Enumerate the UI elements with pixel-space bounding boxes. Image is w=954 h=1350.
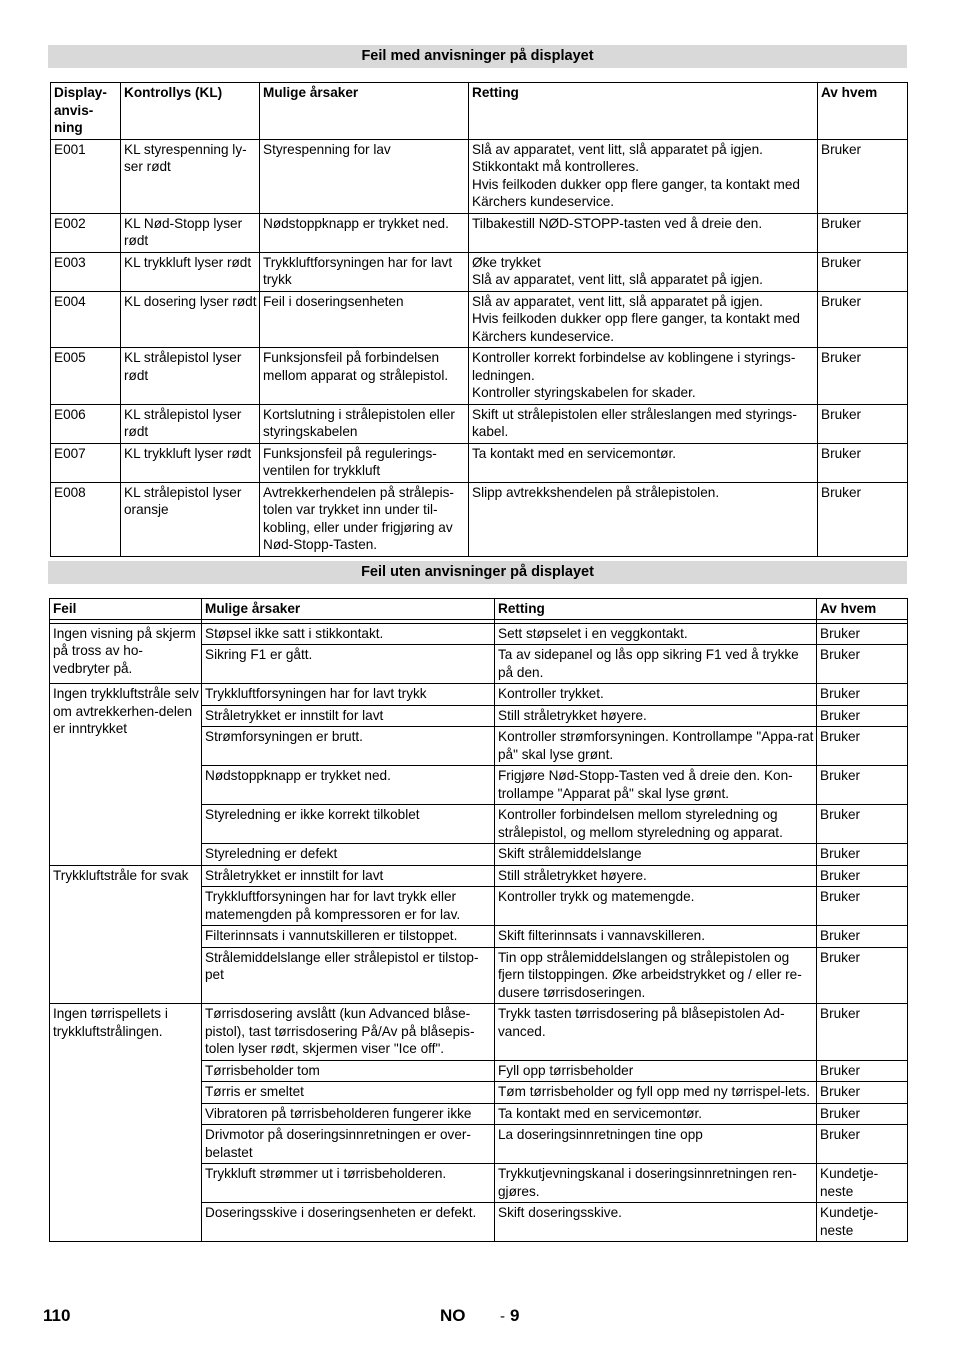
table-header-row bbox=[50, 599, 908, 620]
possible-cause: Drivmotor på doseringsinnretningen er over-belastet bbox=[202, 1125, 495, 1164]
fault-description: Ingen visning på skjerm på tross av ho-vedbryter på. bbox=[50, 623, 202, 684]
header-by-whom: Av hvem bbox=[818, 83, 908, 140]
remedy: Kontroller trykk og matemengde. bbox=[495, 887, 817, 926]
remedy: Ta av sidepanel og lås opp sikring F1 ved å trykke på den. bbox=[495, 645, 817, 684]
table-row bbox=[50, 684, 908, 706]
possible-cause: Sikring F1 er gått. bbox=[202, 645, 495, 684]
by-whom: Bruker bbox=[818, 139, 908, 213]
by-whom: Bruker bbox=[817, 844, 908, 866]
by-whom: Bruker bbox=[817, 865, 908, 887]
remedy: Skift strålemiddelslange bbox=[495, 844, 817, 866]
remedy: Slå av apparatet, vent litt, slå apparatet på igjen. Hvis feilkoden dukker opp flere ganger, ta kontakt med Kärchers kundeservice. bbox=[469, 291, 818, 348]
possible-cause: Trykkluftforsyningen har for lavt trykk bbox=[202, 684, 495, 706]
by-whom: Bruker bbox=[817, 1082, 908, 1104]
error-code: E007 bbox=[51, 443, 121, 482]
indicator-lamp: KL trykkluft lyser rødt bbox=[121, 443, 260, 482]
by-whom: Bruker bbox=[817, 645, 908, 684]
remedy: Tin opp strålemiddelslangen og strålepistolen og fjern tilstoppingen. Øke arbeidstrykket og / eller re-dusere tørrisdoseringen. bbox=[495, 947, 817, 1004]
indicator-lamp: KL styrespenning ly- ser rødt bbox=[121, 139, 260, 213]
language-code: NO bbox=[440, 1306, 466, 1325]
by-whom: Bruker bbox=[817, 1103, 908, 1125]
by-whom: Bruker bbox=[818, 291, 908, 348]
table-row bbox=[50, 1004, 908, 1061]
error-code: E008 bbox=[51, 482, 121, 556]
possible-cause: Trykkluftforsyningen har for lavt trykk bbox=[260, 252, 469, 291]
remedy: Skift ut strålepistolen eller stråleslangen med styrings-kabel. bbox=[469, 404, 818, 443]
error-code: E001 bbox=[51, 139, 121, 213]
possible-cause: Funksjonsfeil på forbindelsen mellom apparat og strålepistol. bbox=[260, 348, 469, 405]
remedy: Skift doseringsskive. bbox=[495, 1203, 817, 1242]
indicator-lamp: KL strålepistol lyser oransje bbox=[121, 482, 260, 556]
table-row bbox=[51, 443, 908, 482]
by-whom: Bruker bbox=[817, 1125, 908, 1164]
indicator-lamp: KL Nød-Stopp lyser rødt bbox=[121, 213, 260, 252]
remedy: Tøm tørrisbeholder og fyll opp med ny tørrispel-lets. bbox=[495, 1082, 817, 1104]
remedy: Slå av apparatet, vent litt, slå apparatet på igjen. Stikkontakt må kontrolleres. Hvis feilkoden dukker opp flere ganger, ta kontakt med Kärchers kundeservice. bbox=[469, 139, 818, 213]
indicator-lamp: KL strålepistol lyser rødt bbox=[121, 348, 260, 405]
display-fault-table bbox=[50, 82, 908, 557]
sub-page-number: 9 bbox=[510, 1306, 520, 1325]
fault-description: Ingen trykkluftstråle selv om avtrekkerhen-delen er inntrykket bbox=[50, 684, 202, 866]
possible-cause: Funksjonsfeil på regulerings-ventilen for trykkluft bbox=[260, 443, 469, 482]
page-separator: - bbox=[500, 1308, 505, 1325]
table-row bbox=[51, 139, 908, 213]
table-row bbox=[50, 865, 908, 887]
table-row bbox=[50, 623, 908, 645]
possible-cause: Tørrisbeholder tom bbox=[202, 1060, 495, 1082]
by-whom: Bruker bbox=[817, 623, 908, 645]
possible-cause: Strålemiddelslange eller strålepistol er tilstop-pet bbox=[202, 947, 495, 1004]
possible-cause: Kortslutning i strålepistolen eller styringskabelen bbox=[260, 404, 469, 443]
by-whom: Bruker bbox=[817, 684, 908, 706]
remedy: Slipp avtrekkshendelen på strålepistolen. bbox=[469, 482, 818, 556]
error-code: E002 bbox=[51, 213, 121, 252]
possible-cause: Stråletrykket er innstilt for lavt bbox=[202, 865, 495, 887]
remedy: Sett støpselet i en veggkontakt. bbox=[495, 623, 817, 645]
header-by-whom: Av hvem bbox=[817, 599, 908, 620]
table-row bbox=[51, 291, 908, 348]
possible-cause: Styreledning er ikke korrekt tilkoblet bbox=[202, 805, 495, 844]
header-fault: Feil bbox=[50, 599, 202, 620]
possible-cause: Trykkluft strømmer ut i tørrisbeholderen. bbox=[202, 1164, 495, 1203]
indicator-lamp: KL strålepistol lyser rødt bbox=[121, 404, 260, 443]
fault-description: Ingen tørrispellets i trykkluftstrålingen. bbox=[50, 1004, 202, 1242]
header-display: Display- anvis- ning bbox=[51, 83, 121, 140]
table-row bbox=[51, 252, 908, 291]
header-remedy: Retting bbox=[469, 83, 818, 140]
header-remedy: Retting bbox=[495, 599, 817, 620]
by-whom: Bruker bbox=[817, 805, 908, 844]
possible-cause: Tørris er smeltet bbox=[202, 1082, 495, 1104]
remedy: Still stråletrykket høyere. bbox=[495, 865, 817, 887]
possible-cause: Feil i doseringsenheten bbox=[260, 291, 469, 348]
remedy: Kontroller korrekt forbindelse av koblingene i styrings-ledningen. Kontroller styringskabelen for skader. bbox=[469, 348, 818, 405]
header-causes: Mulige årsaker bbox=[202, 599, 495, 620]
remedy: Kontroller forbindelsen mellom styreledning og strålepistol, og mellom styreledning og apparat. bbox=[495, 805, 817, 844]
remedy: Tilbakestill NØD-STOPP-tasten ved å dreie den. bbox=[469, 213, 818, 252]
possible-cause: Filterinnsats i vannutskilleren er tilstoppet. bbox=[202, 926, 495, 948]
by-whom: Bruker bbox=[818, 443, 908, 482]
possible-cause: Styreledning er defekt bbox=[202, 844, 495, 866]
error-code: E005 bbox=[51, 348, 121, 405]
possible-cause: Vibratoren på tørrisbeholderen fungerer ikke bbox=[202, 1103, 495, 1125]
fault-description: Trykkluftstråle for svak bbox=[50, 865, 202, 1004]
possible-cause: Doseringsskive i doseringsenheten er defekt. bbox=[202, 1203, 495, 1242]
by-whom: Bruker bbox=[817, 766, 908, 805]
possible-cause: Trykkluftforsyningen har for lavt trykk eller matemengden på kompressoren er for lav. bbox=[202, 887, 495, 926]
section-title-with-display: Feil med anvisninger på displayet bbox=[48, 45, 907, 68]
remedy: Kontroller trykket. bbox=[495, 684, 817, 706]
by-whom: Bruker bbox=[817, 926, 908, 948]
remedy: Fyll opp tørrisbeholder bbox=[495, 1060, 817, 1082]
by-whom: Kundetje-neste bbox=[817, 1203, 908, 1242]
by-whom: Bruker bbox=[817, 727, 908, 766]
by-whom: Bruker bbox=[818, 404, 908, 443]
remedy: Ta kontakt med en servicemontør. bbox=[495, 1103, 817, 1125]
possible-cause: Nødstoppknapp er trykket ned. bbox=[260, 213, 469, 252]
error-code: E003 bbox=[51, 252, 121, 291]
table-row bbox=[51, 348, 908, 405]
by-whom: Bruker bbox=[818, 482, 908, 556]
remedy: Trykk tasten tørrisdosering på blåsepistolen Ad-vanced. bbox=[495, 1004, 817, 1061]
error-code: E006 bbox=[51, 404, 121, 443]
indicator-lamp: KL trykkluft lyser rødt bbox=[121, 252, 260, 291]
remedy: La doseringsinnretningen tine opp bbox=[495, 1125, 817, 1164]
table-row bbox=[51, 404, 908, 443]
remedy: Kontroller strømforsyningen. Kontrollampe "Appa-rat på" skal lyse grønt. bbox=[495, 727, 817, 766]
remedy: Trykkutjevningskanal i doseringsinnretningen ren-gjøres. bbox=[495, 1164, 817, 1203]
possible-cause: Stråletrykket er innstilt for lavt bbox=[202, 705, 495, 727]
possible-cause: Støpsel ikke satt i stikkontakt. bbox=[202, 623, 495, 645]
page-number: 110 bbox=[43, 1306, 71, 1325]
by-whom: Bruker bbox=[818, 348, 908, 405]
error-code: E004 bbox=[51, 291, 121, 348]
header-causes: Mulige årsaker bbox=[260, 83, 469, 140]
remedy: Still stråletrykket høyere. bbox=[495, 705, 817, 727]
possible-cause: Avtrekkerhendelen på strålepis-tolen var trykket inn under til-kobling, eller under frigjøring av Nød-Stopp-Tasten. bbox=[260, 482, 469, 556]
possible-cause: Tørrisdosering avslått (kun Advanced blåse-pistol), tast tørrisdosering På/Av på blåsepis-tolen lyser rødt, skjermen viser "Ice off". bbox=[202, 1004, 495, 1061]
by-whom: Bruker bbox=[818, 252, 908, 291]
general-fault-table bbox=[49, 598, 908, 1242]
header-indicator: Kontrollys (KL) bbox=[121, 83, 260, 140]
possible-cause: Styrespenning for lav bbox=[260, 139, 469, 213]
by-whom: Bruker bbox=[818, 213, 908, 252]
section-title-without-display: Feil uten anvisninger på displayet bbox=[48, 561, 907, 584]
indicator-lamp: KL dosering lyser rødt bbox=[121, 291, 260, 348]
remedy: Ta kontakt med en servicemontør. bbox=[469, 443, 818, 482]
table-row bbox=[51, 482, 908, 556]
possible-cause: Strømforsyningen er brutt. bbox=[202, 727, 495, 766]
remedy: Skift filterinnsats i vannavskilleren. bbox=[495, 926, 817, 948]
by-whom: Bruker bbox=[817, 947, 908, 1004]
by-whom: Bruker bbox=[817, 887, 908, 926]
by-whom: Bruker bbox=[817, 1060, 908, 1082]
by-whom: Kundetje-neste bbox=[817, 1164, 908, 1203]
by-whom: Bruker bbox=[817, 705, 908, 727]
table-row bbox=[51, 213, 908, 252]
by-whom: Bruker bbox=[817, 1004, 908, 1061]
table-header-row bbox=[51, 83, 908, 140]
possible-cause: Nødstoppknapp er trykket ned. bbox=[202, 766, 495, 805]
remedy: Frigjøre Nød-Stopp-Tasten ved å dreie den. Kon-trollampe "Apparat på" skal lyse grønt. bbox=[495, 766, 817, 805]
remedy: Øke trykket Slå av apparatet, vent litt, slå apparatet på igjen. bbox=[469, 252, 818, 291]
